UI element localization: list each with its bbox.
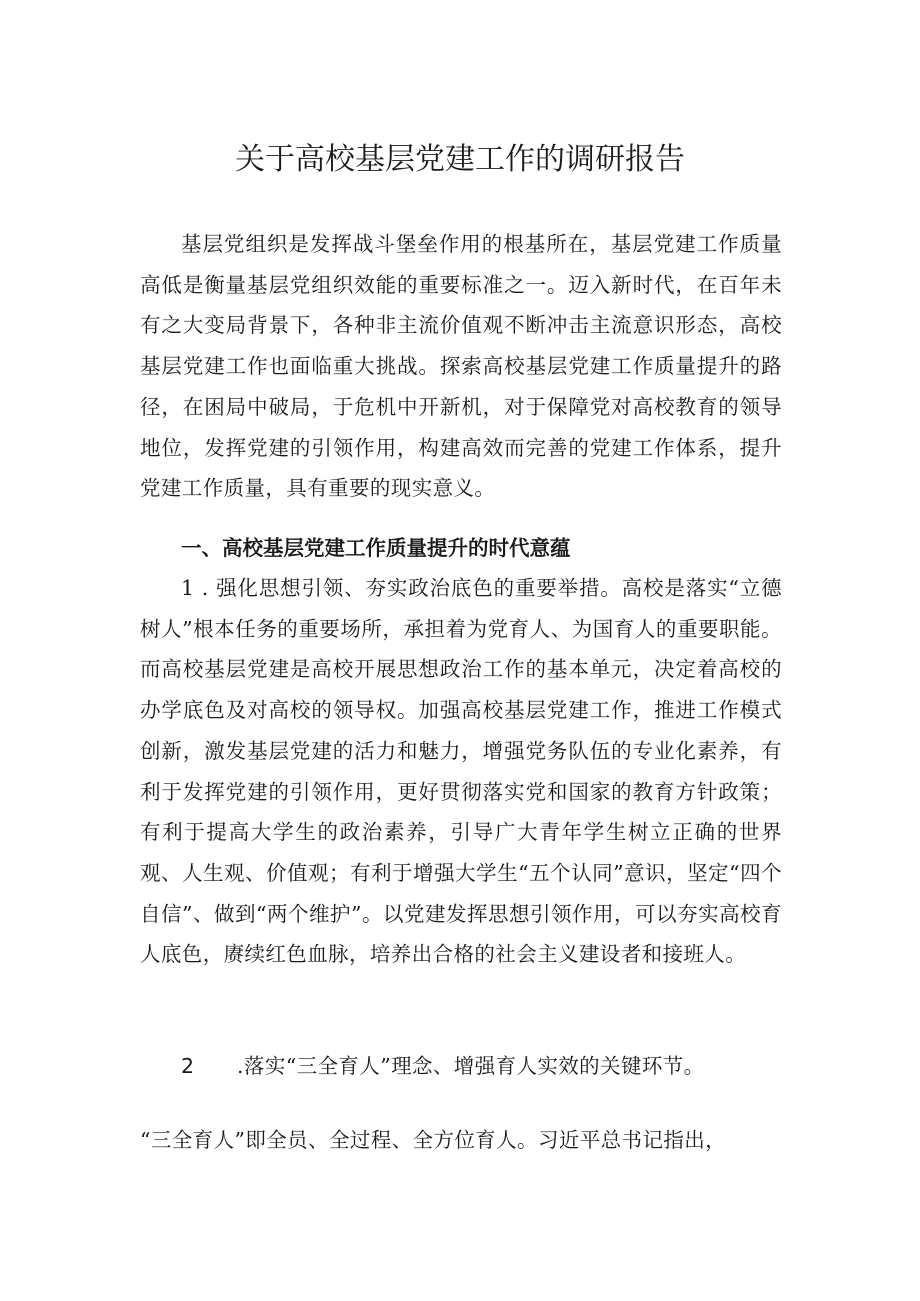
intro-paragraph: 基层党组织是发挥战斗堡垒作用的根基所在，基层党建工作质量高低是衡量基层党组织效能的重要标准之一。迈入新时代，在百年未有之大变局背景下，各种非主流价值观不断冲击主流意识形态，高校基层党建工作也面临重大挑战。探索高校基层党建工作质量提升的路径，在困局中破局，于危机中开新机，对于保障党对高校教育的领导地位，发挥党建的引领作用，构建高效而完善的党建工作体系，提升党建工作质量，具有重要的现实意义。 (140, 232, 782, 501)
point-1-paragraph: 1 . 强化思想引领、夯实政治底色的重要举措。高校是落实“立德树人”根本任务的重要场所，承担着为党育人、为国育人的重要职能。而高校基层党建是高校开展思想政治工作的基本单元，决定着高校的办学底色及对高校的领导权。加强高校基层党建工作，推进工作模式创新，激发基层党建的活力和魅力，增强党务队伍的专业化素养，有利于发挥党建的引领作用，更好贯彻落实党和国家的教育方针政策；有利于提高大学生的政治素养，引导广大青年学生树立正确的世界观、人生观、价值观；有利于增强大学生“五个认同”意识，坚定“四个自信”、做到“两个维护”。以党建发挥思想引领作用，可以夯实高校育人底色，赓续红色血脉，培养出合格的社会主义建设者和接班人。 (140, 576, 782, 967)
section-heading: 一、高校基层党建工作质量提升的时代意蕴 (181, 536, 571, 560)
document-title: 关于高校基层党建工作的调研报告 (235, 142, 685, 178)
point-2-text: .落实“三全育人”理念、增强育人实效的关键环节。 (237, 1054, 705, 1078)
point-2-number: 2 (181, 1054, 195, 1078)
point-2-heading (181, 1046, 781, 1086)
continuation-paragraph: “三全育人”即全员、全过程、全方位育人。习近平总书记指出， (140, 1128, 727, 1152)
